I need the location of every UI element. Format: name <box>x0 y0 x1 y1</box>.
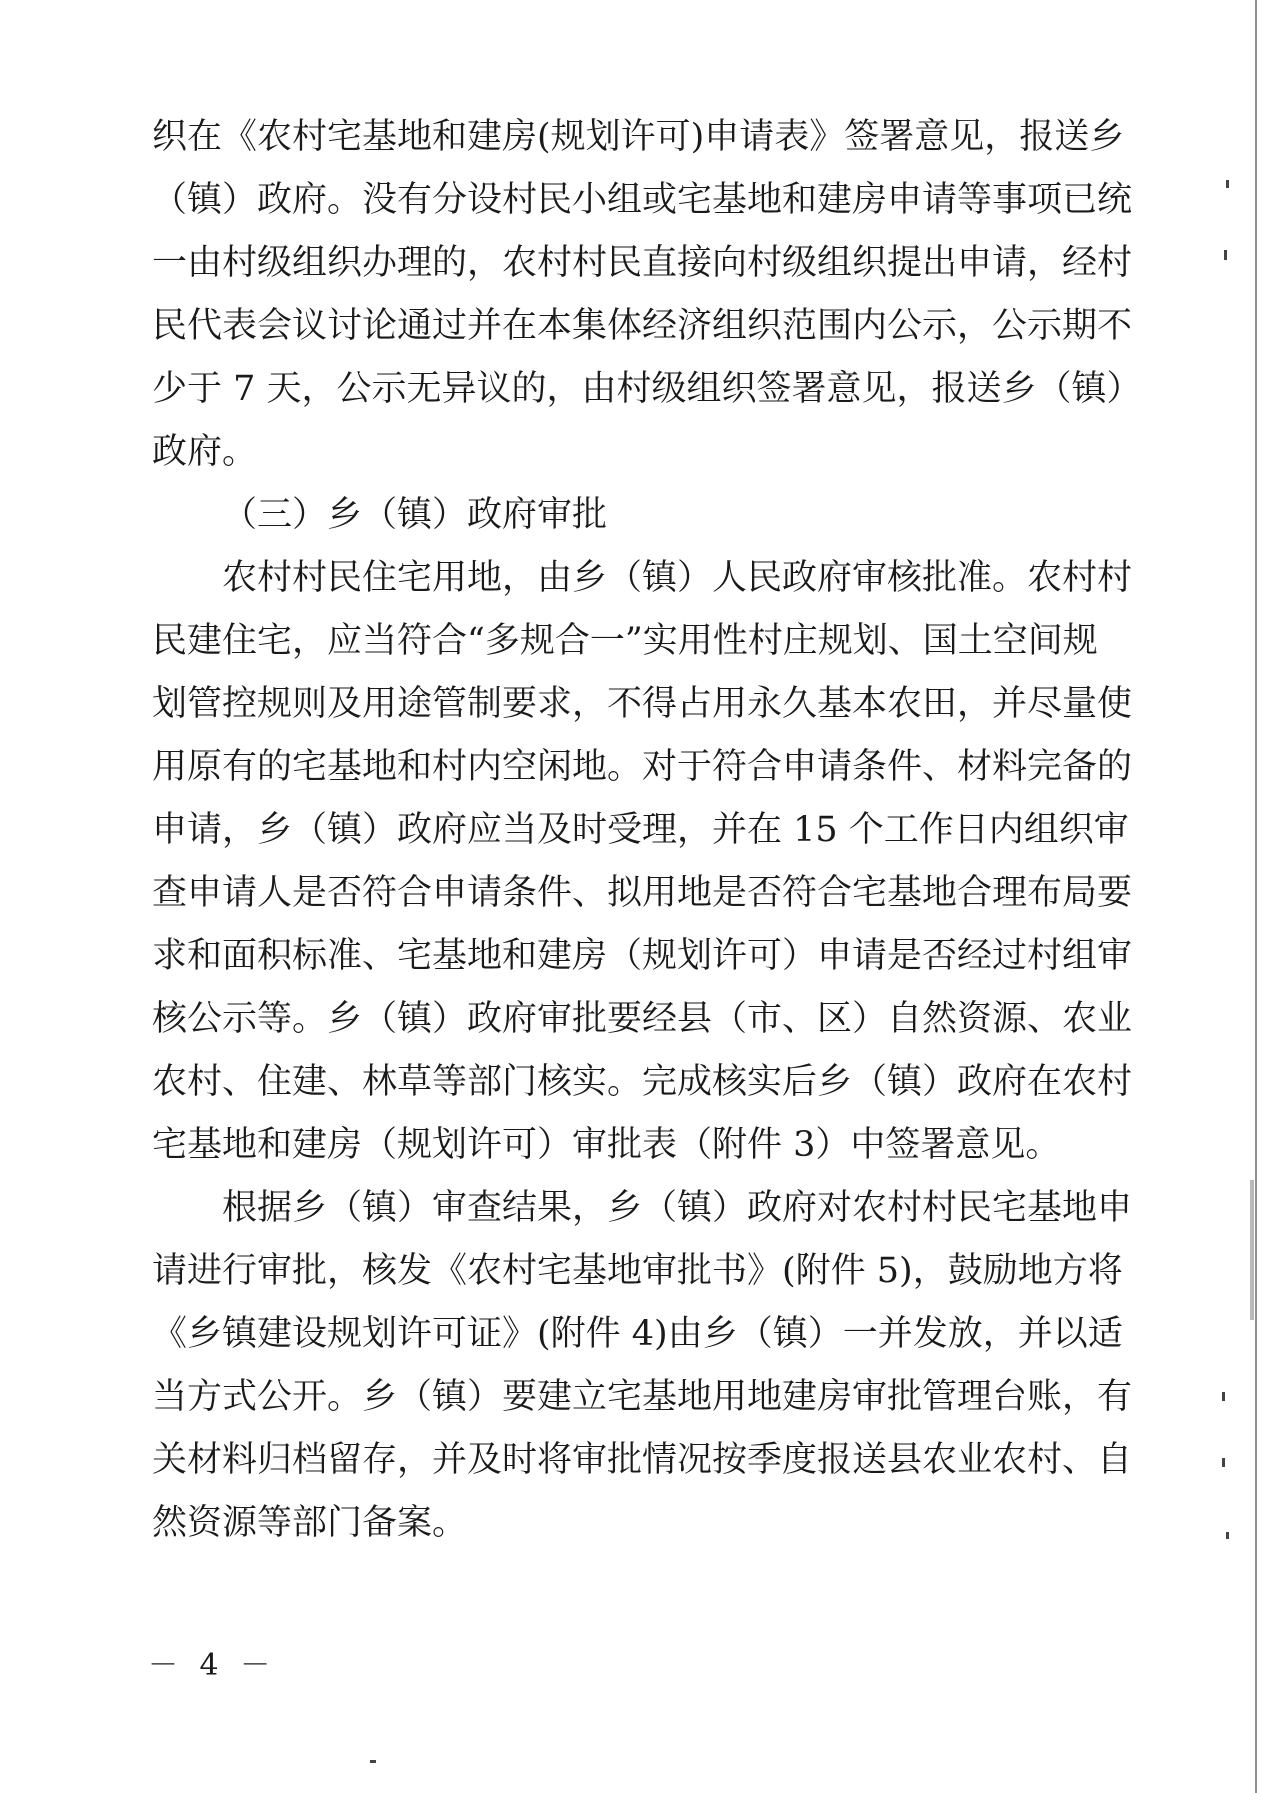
paragraph-3-line-5: 关材料归档留存，并及时将审批情况按季度报送县农业农村、自 <box>152 1440 1133 1480</box>
scan-speck <box>1226 1532 1229 1539</box>
paragraph-2-line-4: 用原有的宅基地和村内空闲地。对于符合申请条件、材料完备的 <box>152 747 1133 787</box>
scan-speck <box>1226 180 1229 188</box>
paragraph-2-line-6: 查申请人是否符合申请条件、拟用地是否符合宅基地合理布局要 <box>152 873 1133 913</box>
paragraph-2-line-10: 宅基地和建房（规划许可）审批表（附件 3）中签署意见。 <box>152 1125 1061 1165</box>
paragraph-1-line-4: 民代表会议讨论通过并在本集体经济组织范围内公示，公示期不 <box>152 306 1133 346</box>
paragraph-3-line-1: 根据乡（镇）审查结果，乡（镇）政府对农村村民宅基地申 <box>222 1188 1133 1228</box>
paragraph-2-line-2: 民建住宅，应当符合“多规合一”实用性村庄规划、国土空间规 <box>152 621 1098 661</box>
scan-speck <box>1224 250 1227 260</box>
scan-speck <box>1222 1458 1225 1467</box>
paragraph-2-line-9: 农村、住建、林草等部门核实。完成核实后乡（镇）政府在农村 <box>152 1062 1133 1102</box>
paragraph-3-line-2: 请进行审批，核发《农村宅基地审批书》(附件 5)，鼓励地方将 <box>152 1251 1123 1291</box>
scan-speck <box>370 1760 376 1763</box>
paragraph-2-line-8: 核公示等。乡（镇）政府审批要经县（市、区）自然资源、农业 <box>152 999 1133 1039</box>
scan-speck <box>1222 1392 1225 1401</box>
scan-edge-line <box>1255 0 1257 1793</box>
scan-edge-shadow <box>1250 1180 1254 1320</box>
paragraph-1-line-6: 政府。 <box>152 432 258 472</box>
page-number: － 4 － <box>148 1648 277 1683</box>
paragraph-3-line-6: 然资源等部门备案。 <box>152 1503 468 1543</box>
paragraph-2-line-3: 划管控规则及用途管制要求，不得占用永久基本农田，并尽量使 <box>152 684 1133 724</box>
paragraph-2-line-7: 求和面积标准、宅基地和建房（规划许可）申请是否经过村组审 <box>152 936 1133 976</box>
paragraph-3-line-4: 当方式公开。乡（镇）要建立宅基地用地建房审批管理台账，有 <box>152 1377 1133 1417</box>
paragraph-1-line-3: 一由村级组织办理的，农村村民直接向村级组织提出申请，经村 <box>152 243 1133 283</box>
paragraph-1-line-1: 织在《农村宅基地和建房(规划许可)申请表》签署意见，报送乡 <box>152 117 1125 157</box>
paragraph-1-line-2: （镇）政府。没有分设村民小组或宅基地和建房申请等事项已统 <box>152 180 1133 220</box>
paragraph-2-line-1: 农村村民住宅用地，由乡（镇）人民政府审核批准。农村村 <box>222 558 1133 598</box>
paragraph-1-line-5: 少于 7 天，公示无异议的，由村级组织签署意见，报送乡（镇） <box>152 369 1142 409</box>
paragraph-3-line-3: 《乡镇建设规划许可证》(附件 4)由乡（镇）一并发放，并以适 <box>152 1314 1123 1354</box>
section-heading: （三）乡（镇）政府审批 <box>222 495 608 535</box>
paragraph-2-line-5: 申请，乡（镇）政府应当及时受理，并在 15 个工作日内组织审 <box>152 810 1129 850</box>
